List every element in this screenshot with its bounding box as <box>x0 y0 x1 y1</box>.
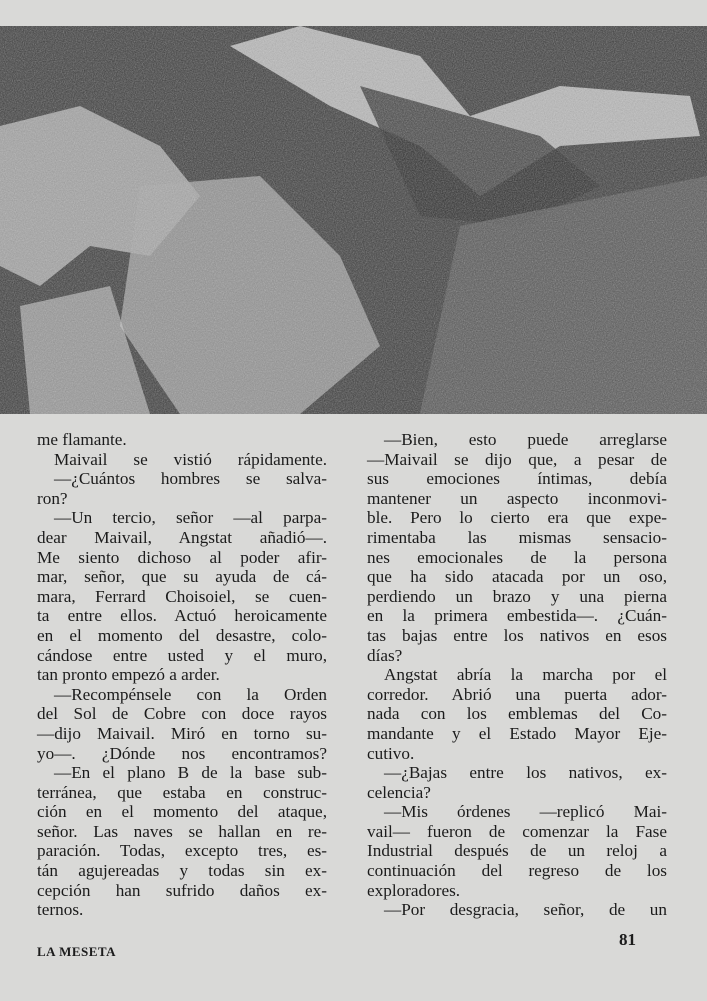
text-line: Industrial después de un reloj a <box>367 841 667 861</box>
text-line: rimentaba las mismas sensacio- <box>367 527 667 547</box>
page-number: 81 <box>619 930 636 949</box>
text-line: mandante y el Estado Mayor Eje- <box>367 723 667 743</box>
text-column-right <box>367 430 667 920</box>
text-line: mar, señor, que su ayuda de cá- <box>37 567 327 587</box>
text-line: paración. Todas, excepto tres, es- <box>37 841 327 861</box>
text-line: que ha sido atacada por un oso, <box>367 567 667 587</box>
text-line: cutivo. <box>367 743 415 763</box>
text-line: días? <box>367 645 403 665</box>
text-line: en el momento del desastre, colo- <box>37 625 327 645</box>
text-line: Maivail se vistió rápidamente. <box>54 449 327 469</box>
text-line: ción en el momento del ataque, <box>37 802 327 822</box>
text-line: vail— fueron de comenzar la Fase <box>367 821 667 841</box>
text-line: celencia? <box>367 782 431 802</box>
illustration <box>0 26 707 414</box>
text-line: —Recompénsele con la Orden <box>54 684 327 704</box>
text-line: mantener un aspecto inconmovi- <box>367 488 667 508</box>
text-line: —¿Bajas entre los nativos, ex- <box>384 763 667 783</box>
running-head: LA MESETA <box>37 944 117 959</box>
text-line: dear Maivail, Angstat añadió—. <box>37 527 327 547</box>
text-line: corredor. Abrió una puerta ador- <box>367 684 667 704</box>
text-line: —dijo Maivail. Miró en torno su- <box>37 723 327 743</box>
text-line: —Por desgracia, señor, de un <box>384 900 667 920</box>
text-line: ron? <box>37 488 68 508</box>
text-line: perdiendo un brazo y una pierna <box>367 586 667 606</box>
text-line: cándose entre usted y el muro, <box>37 645 327 665</box>
text-line: cepción han sufrido daños ex- <box>37 880 327 900</box>
text-line: tán agujereadas y todas sin ex- <box>37 861 327 881</box>
text-line: Me siento dichoso al poder afir- <box>37 547 327 567</box>
text-line: me flamante. <box>37 430 127 449</box>
text-line: ta entre ellos. Actuó heroicamente <box>37 606 327 626</box>
text-line: —Maivail se dijo que, a pesar de <box>367 449 667 469</box>
text-line: tas bajas entre los nativos en esos <box>367 625 667 645</box>
text-line: tan pronto empezó a arder. <box>37 665 220 685</box>
text-column-left <box>37 430 327 920</box>
text-line: ble. Pero lo cierto era que expe- <box>367 508 667 528</box>
text-line: exploradores. <box>367 880 461 900</box>
text-line: ternos. <box>37 900 84 920</box>
text-line: sus emociones íntimas, debía <box>367 469 667 489</box>
text-line: —En el plano B de la base sub- <box>54 763 327 783</box>
text-line: continuación del regreso de los <box>367 861 667 881</box>
halftone-illustration-icon <box>0 26 707 414</box>
text-line: mara, Ferrard Choisoiel, se cuen- <box>37 586 327 606</box>
text-line: nes emocionales de la persona <box>367 547 667 567</box>
text-line: yo—. ¿Dónde nos encontramos? <box>37 743 327 763</box>
text-line: del Sol de Cobre con doce rayos <box>37 704 327 724</box>
text-line: —Un tercio, señor —al parpa- <box>54 508 327 528</box>
text-line: terránea, que estaba en construc- <box>37 782 327 802</box>
text-line: en la primera embestida—. ¿Cuán- <box>367 606 667 626</box>
text-line: nada con los emblemas del Co- <box>367 704 667 724</box>
text-line: —Bien, esto puede arreglarse <box>384 430 667 449</box>
text-line: —¿Cuántos hombres se salva- <box>54 469 327 489</box>
text-line: Angstat abría la marcha por el <box>384 665 667 685</box>
text-line: señor. Las naves se hallan en re- <box>37 821 327 841</box>
text-line: —Mis órdenes —replicó Mai- <box>384 802 667 822</box>
